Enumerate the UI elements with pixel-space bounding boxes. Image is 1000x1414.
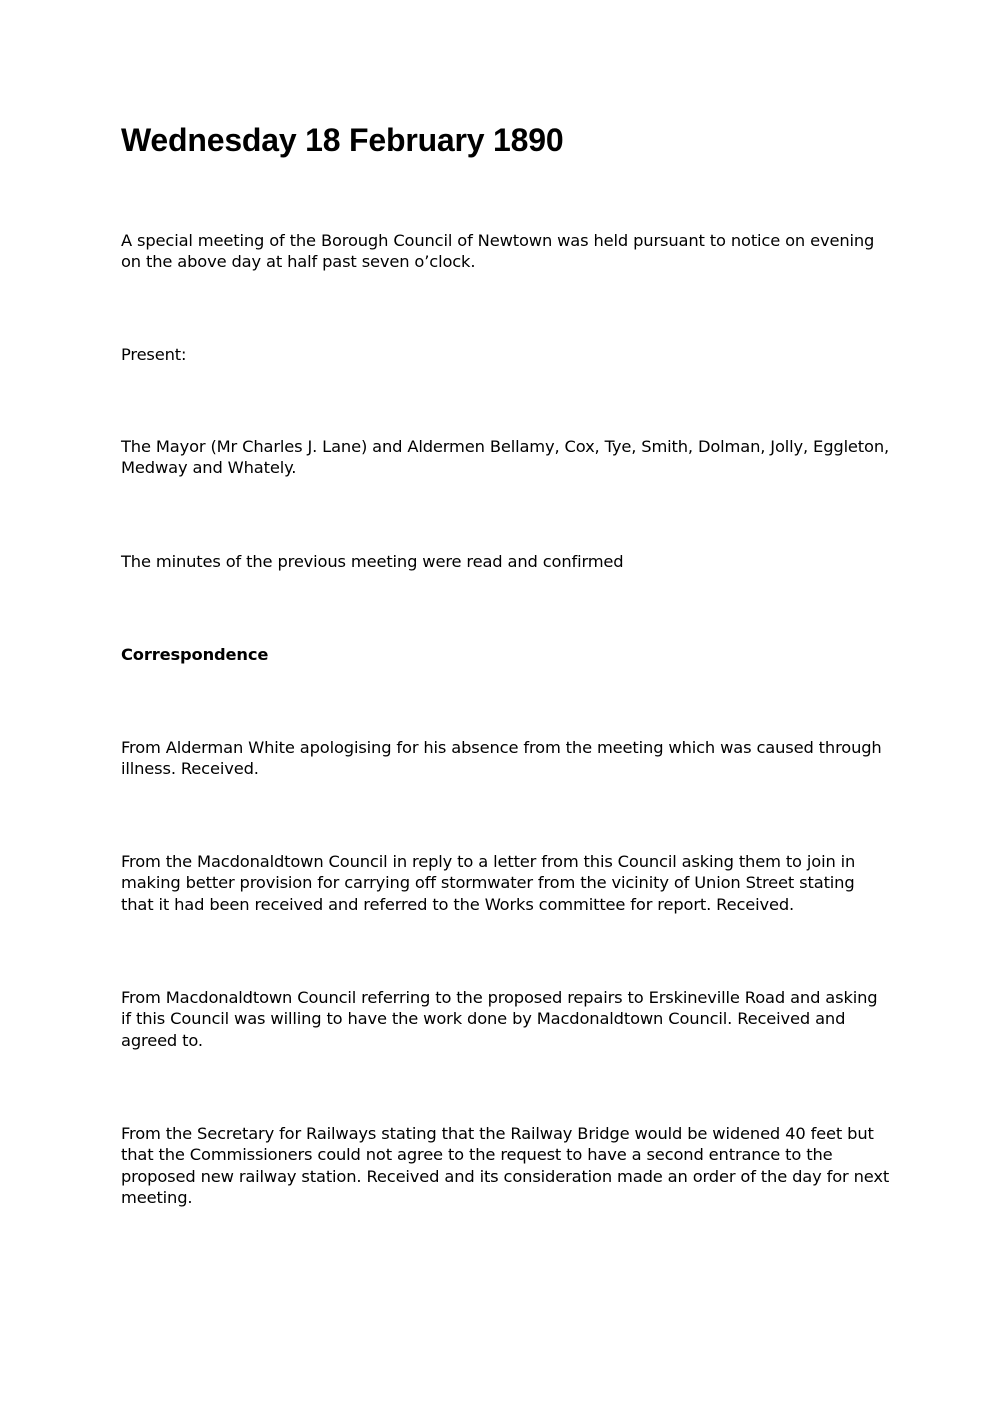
correspondence-heading: Correspondence xyxy=(121,645,269,664)
page-title: Wednesday 18 February 1890 xyxy=(121,122,564,158)
minutes-paragraph: The minutes of the previous meeting were read and confirmed xyxy=(121,552,624,571)
correspondence-item: From Alderman White apologising for his absence from the meeting which was caused through illness. Received. xyxy=(121,738,882,779)
intro-paragraph: A special meeting of the Borough Council of Newtown was held pursuant to notice on evening on the above day at half past seven o’clock. xyxy=(121,231,875,272)
attendees-paragraph: The Mayor (Mr Charles J. Lane) and Aldermen Bellamy, Cox, Tye, Smith, Dolman, Jolly, Eggleton, Medway and Whately. xyxy=(121,437,890,478)
correspondence-item: From Macdonaldtown Council referring to the proposed repairs to Erskineville Road and asking if this Council was willing to have the work done by Macdonaldtown Council. Received and agreed to. xyxy=(121,988,878,1050)
correspondence-item: From the Macdonaldtown Council in reply to a letter from this Council asking them to join in making better provision for carrying off stormwater from the vicinity of Union Street stating that it had been received and referred to the Works committee for report. Received. xyxy=(121,852,856,914)
correspondence-item: From the Secretary for Railways stating that the Railway Bridge would be widened 40 feet but that the Commissioners could not agree to the request to have a second entrance to the proposed new railway station. Received and its consideration made an order of the day for next meeting. xyxy=(121,1124,890,1207)
present-label: Present: xyxy=(121,345,187,364)
